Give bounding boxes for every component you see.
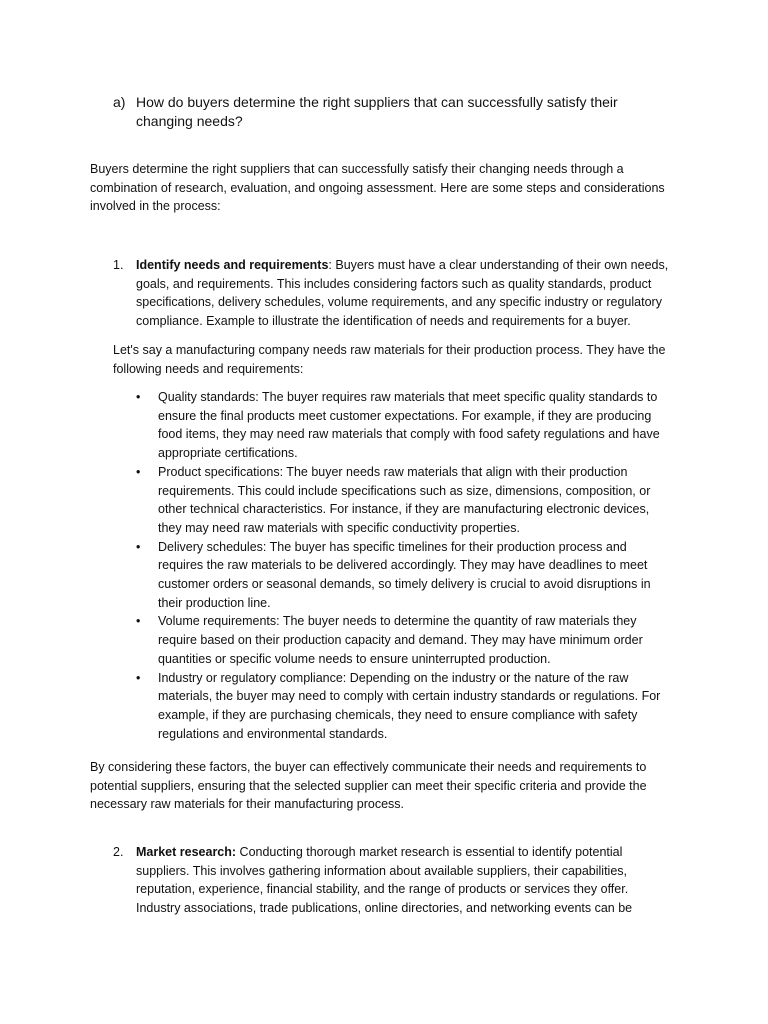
conclusion-paragraph: By considering these factors, the buyer can effectively communicate their needs and requirements to potential suppliers, ensuring that the selected supplier can meet their specific criteria and provide the necessary raw materials for their manufacturing process. — [90, 760, 647, 812]
item-body — [136, 843, 673, 918]
list-item — [134, 612, 674, 668]
item-text: : Buyers must have a clear understanding of their own needs, goals, and requirements. This includes considering factors such as quality standards, product specifications, delivery schedules, volume requirements, and any specific industry or regulatory compliance. Example to illustrate the identification of needs and requirements for a buyer. — [136, 258, 669, 329]
numbered-item-1 — [113, 256, 673, 331]
item-number: 1. — [113, 258, 124, 272]
item-body — [136, 256, 673, 331]
list-item-text: Volume requirements: The buyer needs to determine the quantity of raw materials they require based on their production capacity and demand. They may have minimum order quantities or specific volume needs to ensure uninterrupted production. — [158, 614, 643, 666]
list-item — [134, 538, 674, 613]
list-item-text: Industry or regulatory compliance: Depending on the industry or the nature of the raw materials, the buyer may need to comply with certain industry standards or regulations. For example, if they are purchasing chemicals, they need to ensure compliance with safety regulations and environmental standards. — [158, 670, 661, 741]
list-item — [134, 669, 674, 744]
intro-paragraph: Buyers determine the right suppliers that can successfully satisfy their changing needs through a combination of research, evaluation, and ongoing assessment. Here are some steps and considerations involved in the process: — [90, 162, 665, 214]
bullet-icon: • — [136, 464, 141, 479]
question — [113, 93, 673, 131]
example-paragraph: Let's say a manufacturing company needs raw materials for their production process. They have the following needs and requirements: — [113, 343, 666, 376]
question-marker: a) — [113, 94, 126, 110]
list-item-text: Delivery schedules: The buyer has specific timelines for their production process and requires the raw materials to be delivered accordingly. They may have deadlines to meet customer orders or seasonal demands, so timely delivery is crucial to avoid disruptions in their production line. — [158, 539, 651, 610]
list-item — [134, 388, 674, 463]
bullet-icon: • — [136, 614, 141, 629]
bullet-icon: • — [136, 390, 141, 404]
numbered-item-2 — [113, 843, 673, 918]
item-number: 2. — [113, 845, 124, 859]
list-item-text: Product specifications: The buyer needs raw materials that align with their production requirements. This could include specifications such as size, dimensions, composition, or other technical characteristics. For instance, if they are manufacturing electronic devices, they may need raw materials with specific conductivity properties. — [158, 464, 651, 535]
question-text: How do buyers determine the right suppliers that can successfully satisfy their changing needs? — [136, 94, 618, 129]
bullet-icon: • — [136, 670, 141, 685]
item-text: Conducting thorough market research is essential to identify potential suppliers. This involves gathering information about available suppliers, their capabilities, reputation, experience, financial stability, and the range of products or services they offer. Industry associations, trade publications, online directories, and networking events can be — [136, 845, 633, 916]
bullet-icon: • — [136, 539, 141, 554]
requirements-list — [134, 388, 674, 743]
list-item — [134, 463, 674, 538]
list-item-text: Quality standards: The buyer requires raw materials that meet specific quality standards to ensure the final products meet customer expectations. For example, if they are producing food items, they may need raw materials that comply with food safety regulations and have appropriate certifications. — [158, 390, 660, 461]
item-title: Identify needs and requirements — [136, 258, 329, 272]
item-title: Market research: — [136, 845, 237, 859]
